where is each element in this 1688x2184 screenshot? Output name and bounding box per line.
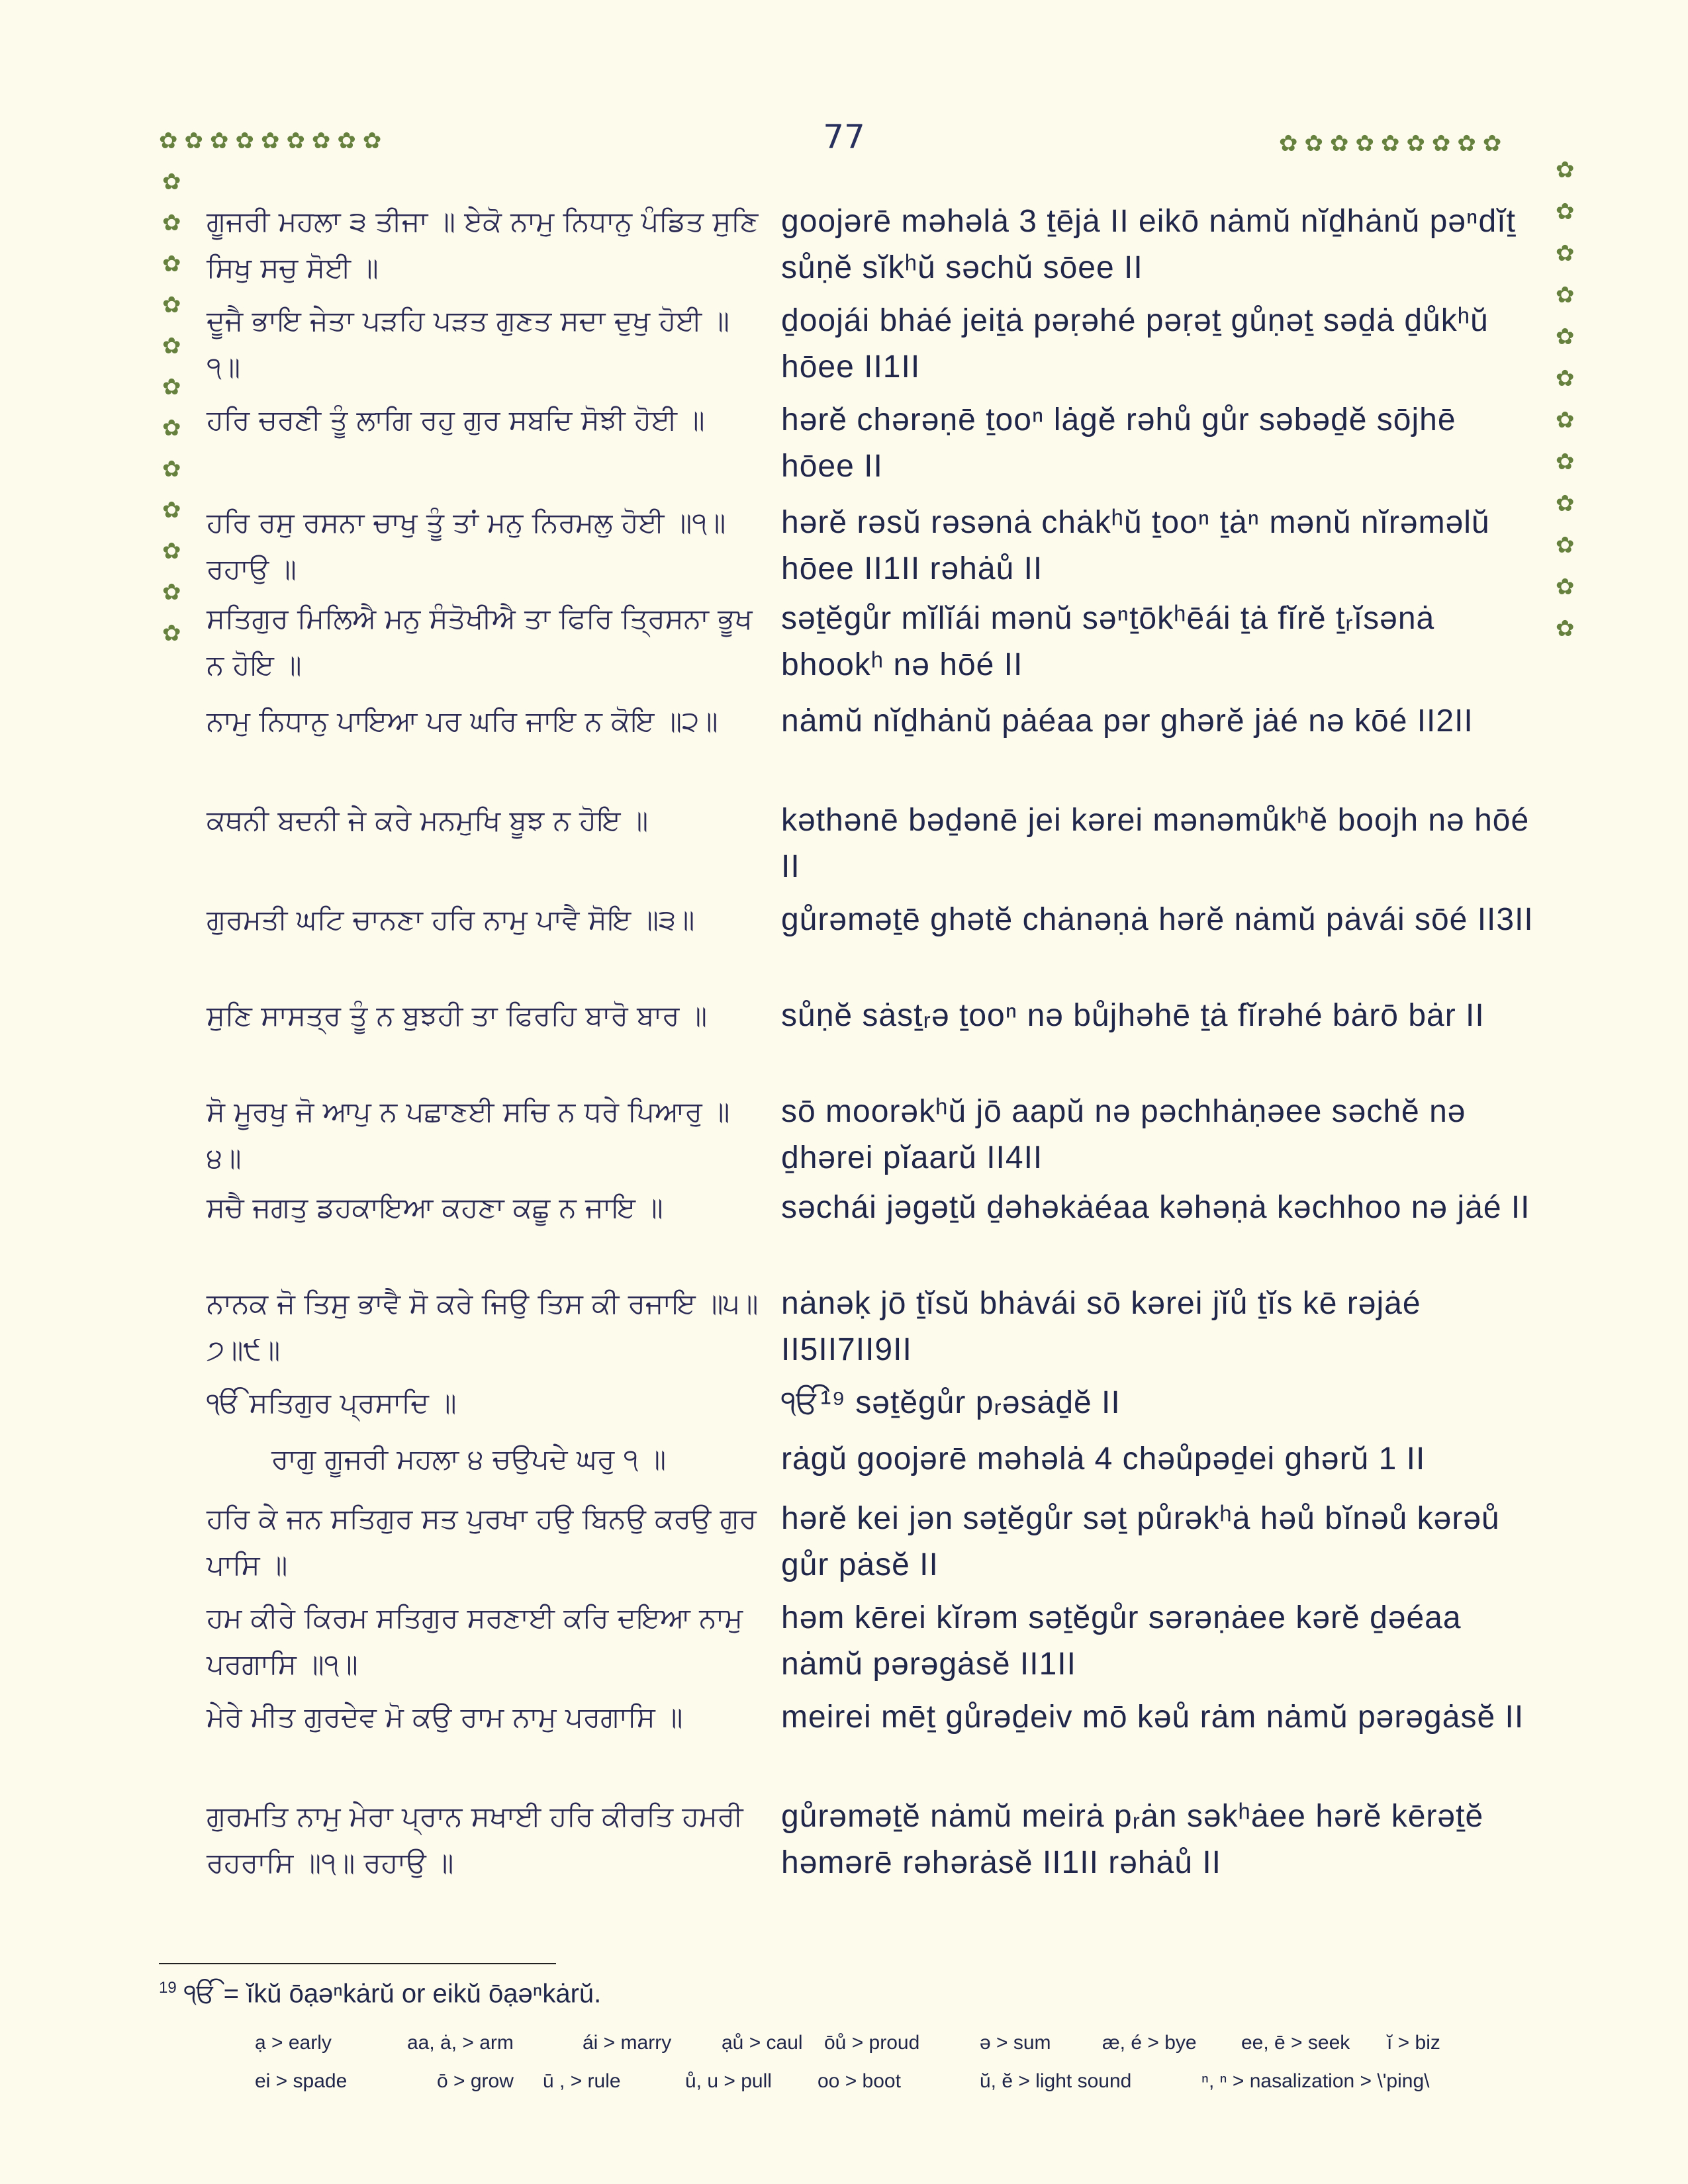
- gurmukhi-text: ਗੁਰਮਤੀ ਘਟਿ ਚਾਨਣਾ ਹਰਿ ਨਾਮੁ ਪਾਵੈ ਸੋਇ ॥੩॥: [207, 903, 695, 936]
- floral-ornament-icon: ✿: [1556, 365, 1575, 392]
- page-number: 77: [823, 118, 865, 156]
- floral-ornament-icon: ✿: [162, 538, 181, 565]
- floral-ornament-icon: ✿: [1556, 199, 1575, 225]
- transliteration-text: gůrəməṯē ghətĕ chȧnəṇȧ hərĕ nȧmŭ pȧvái sōé II3II: [781, 902, 1534, 937]
- transliteration-text: hərĕ rəsŭ rəsənȧ chȧkʰŭ ṯooⁿ ṯȧⁿ mənŭ nĭrəməlŭ hōee II1II rəhȧů II: [781, 505, 1490, 586]
- gurmukhi-text: ਨਾਮੁ ਨਿਧਾਨੁ ਪਾਇਆ ਪਰ ਘਰਿ ਜਾਇ ਨ ਕੋਇ ॥੨॥: [207, 705, 718, 737]
- legend-item: ŭ, ĕ > light sound: [980, 2070, 1132, 2092]
- gurmukhi-text: ਹਰਿ ਕੇ ਜਨ ਸਤਿਗੁਰ ਸਤ ਪੁਰਖਾ ਹਉ ਬਿਨਉ ਕਰਉ ਗੁਰ ਪਾਸਿ ॥: [207, 1502, 757, 1581]
- transliteration-text: ḏoojái bhȧé jeiṯȧ pəṛəhé pəṛəṯ gůṇəṯ səḏȧ ḏůkʰŭ hōee II1II: [781, 303, 1489, 385]
- floral-ornament-icon: ✿: [162, 333, 181, 359]
- transliteration-text: hərĕ chərəṇē ṯooⁿ lȧgĕ rəhů gůr səbəḏĕ sōjhē hōee II: [781, 402, 1456, 484]
- transliteration-text: meirei mēṯ gůrəḏeiv mō kəů rȧm nȧmŭ pərəgȧsĕ II: [781, 1700, 1524, 1735]
- legend-item: æ, é > bye: [1102, 2032, 1197, 2054]
- legend-item: oo > boot: [818, 2070, 901, 2092]
- gurmukhi-text: ਸਚੈ ਜਗਤੁ ਡਹਕਾਇਆ ਕਹਣਾ ਕਛੂ ਨ ਜਾਇ ॥: [207, 1191, 663, 1224]
- footnote-text: ੴ = ĭkŭ ōạəⁿkȧrŭ or eikŭ ōạəⁿkȧrŭ.: [183, 1979, 602, 2009]
- gurmukhi-text: ਸੋ ਮੂਰਖੁ ਜੋ ਆਪੁ ਨ ਪਛਾਣਈ ਸਚਿ ਨ ਧਰੇ ਪਿਆਰੁ ॥੪॥: [207, 1095, 730, 1174]
- footnote: [159, 1979, 601, 2009]
- gurmukhi-text: ਗੂਜਰੀ ਮਹਲਾ ੩ ਤੀਜਾ ॥ ਏਕੋ ਨਾਮੁ ਨਿਧਾਨੁ ਪੰਡਿਤ ਸੁਣਿ ਸਿਖੁ ਸਚੁ ਸੋਈ ॥: [207, 205, 759, 284]
- transliteration-text: rȧgŭ goojərē məhəlȧ 4 chəůpəḏei ghərŭ 1 II: [781, 1441, 1426, 1477]
- transliteration-text: həm kērei kĭrəm səṯĕgůr sərəṇȧee kərĕ ḏəéaa nȧmŭ pərəgȧsĕ II1II: [781, 1600, 1462, 1682]
- legend-item: ů, u > pull: [685, 2070, 772, 2092]
- floral-ornament-icon: ✿: [1556, 532, 1575, 559]
- transliteration-text: goojərē məhəlȧ 3 ṯējȧ II eikō nȧmŭ nĭḏhȧnŭ pəⁿdĭṯ sůṇĕ sĭkʰŭ səchŭ sōee II: [781, 204, 1516, 285]
- floral-ornament-icon: ✿: [1556, 157, 1575, 183]
- floral-ornament-icon: ✿: [162, 210, 181, 236]
- floral-ornament-icon: ✿: [162, 579, 181, 606]
- legend-item: ee, ē > seek: [1241, 2032, 1350, 2054]
- transliteration-text: səṯĕgůr mĭlĭái mənŭ səⁿṯōkʰēái ṯȧ fĭrĕ ṯᵣĭsənȧ bhookʰ nə hōé II: [781, 601, 1435, 682]
- floral-ornament-icon: ✿: [1556, 324, 1575, 350]
- transliteration-text: ੴ¹⁹ səṯĕgůr pᵣəsȧḏĕ II: [781, 1385, 1121, 1420]
- legend-item: ə > sum: [980, 2032, 1051, 2054]
- gurmukhi-text: ਹਮ ਕੀਰੇ ਕਿਰਮ ਸਤਿਗੁਰ ਸਰਣਾਈ ਕਰਿ ਦਇਆ ਨਾਮੁ ਪਰਗਾਸਿ ॥੧॥: [207, 1602, 743, 1680]
- border-top-right-ornaments: ✿✿✿✿✿✿✿✿✿: [1279, 130, 1509, 157]
- floral-ornament-icon: ✿: [1556, 240, 1575, 267]
- legend-item: ạ > early: [255, 2032, 332, 2054]
- transliteration-text: nȧmŭ nĭḏhȧnŭ pȧéaa pər ghərĕ jȧé nə kōé II2II: [781, 704, 1474, 739]
- gurmukhi-text: ਸੁਣਿ ਸਾਸਤ੍ਰ ਤੂੰ ਨ ਬੁਝਹੀ ਤਾ ਫਿਰਹਿ ਬਾਰੋ ਬਾਰ ॥: [207, 999, 708, 1032]
- floral-ornament-icon: ✿: [162, 169, 181, 195]
- legend-item: ạů > caul: [722, 2032, 803, 2054]
- border-top-left-ornaments: ✿✿✿✿✿✿✿✿✿: [159, 128, 389, 154]
- floral-ornament-icon: ✿: [1556, 282, 1575, 308]
- transliteration-text: hərĕ kei jən səṯĕgůr səṯ půrəkʰȧ həů bĭnəů kərəů gůr pȧsĕ II: [781, 1501, 1500, 1582]
- footnote-divider: [159, 1963, 556, 1964]
- gurmukhi-text: ਰਾਗੁ ਗੂਜਰੀ ਮਹਲਾ ੪ ਚਉਪਦੇ ਘਰੁ ੧ ॥: [271, 1443, 667, 1475]
- floral-ornament-icon: ✿: [1556, 407, 1575, 433]
- transliteration-text: kəthənē bəḏənē jei kərei mənəmůkʰĕ boojh nə hōé II: [781, 803, 1530, 884]
- legend-item: ái > marry: [583, 2032, 672, 2054]
- floral-ornament-icon: ✿: [1556, 490, 1575, 517]
- legend-item: ĭ > biz: [1387, 2032, 1440, 2054]
- gurmukhi-text: ਨਾਨਕ ਜੋ ਤਿਸੁ ਭਾਵੈ ਸੋ ਕਰੇ ਜਿਉ ਤਿਸ ਕੀ ਰਜਾਇ ॥੫॥੭॥੯॥: [207, 1287, 759, 1366]
- border-left-ornaments: [162, 171, 181, 645]
- border-right-ornaments: [1556, 159, 1575, 640]
- floral-ornament-icon: ✿: [162, 456, 181, 482]
- floral-ornament-icon: ✿: [1556, 449, 1575, 475]
- gurmukhi-text: ਕਥਨੀ ਬਦਨੀ ਜੇ ਕਰੇ ਮਨਮੁਖਿ ਬੂਝ ਨ ਹੋਇ ॥: [207, 804, 649, 837]
- legend-item: ei > spade: [255, 2070, 348, 2092]
- legend-item: ū , > rule: [543, 2070, 621, 2092]
- floral-ornament-icon: ✿: [1556, 615, 1575, 642]
- floral-ornament-icon: ✿: [162, 292, 181, 318]
- floral-ornament-icon: ✿: [162, 620, 181, 647]
- floral-ornament-icon: ✿: [162, 497, 181, 523]
- transliteration-text: sůṇĕ sȧsṯᵣə ṯooⁿ nə bůjhəhē ṯȧ fĭrəhé bȧrō bȧr II: [781, 998, 1485, 1033]
- floral-ornament-icon: ✿: [162, 415, 181, 441]
- gurmukhi-text: ਹਰਿ ਰਸੁ ਰਸਨਾ ਚਾਖੁ ਤੂੰ ਤਾਂ ਮਨੁ ਨਿਰਮਲੁ ਹੋਈ ॥੧॥ ਰਹਾਉ ॥: [207, 506, 726, 585]
- gurmukhi-text: ਹਰਿ ਚਰਣੀ ਤੂੰ ਲਾਗਿ ਰਹੁ ਗੁਰ ਸਬਦਿ ਸੋਝੀ ਹੋਈ ॥: [207, 404, 705, 436]
- legend-item: ō > grow: [437, 2070, 514, 2092]
- footnote-number: 19: [159, 1979, 177, 1997]
- gurmukhi-text: ਦੂਜੈ ਭਾਇ ਜੇਤਾ ਪੜਹਿ ਪੜਤ ਗੁਣਤ ਸਦਾ ਦੁਖੁ ਹੋਈ ॥੧॥: [207, 304, 729, 383]
- gurmukhi-text: ਸਤਿਗੁਰ ਮਿਲਿਐ ਮਨੁ ਸੰਤੋਖੀਐ ਤਾ ਫਿਰਿ ਤ੍ਰਿਸਨਾ ਭੂਖ ਨ ਹੋਇ ॥: [207, 602, 753, 681]
- legend-item: ⁿ, ⁿ > nasalization > \'ping\: [1201, 2070, 1430, 2092]
- gurmukhi-text: ਗੁਰਮਤਿ ਨਾਮੁ ਮੇਰਾ ਪ੍ਰਾਨ ਸਖਾਈ ਹਰਿ ਕੀਰਤਿ ਹਮਰੀ ਰਹਰਾਸਿ ॥੧॥ ਰਹਾਉ ॥: [207, 1800, 743, 1879]
- transliteration-text: gůrəməṯĕ nȧmŭ meirȧ pᵣȧn səkʰȧee hərĕ kērəṯĕ həmərē rəhərȧsĕ II1II rəhȧů II: [781, 1799, 1484, 1880]
- transliteration-text: sō moorəkʰŭ jō aapŭ nə pəchhȧṇəee səchĕ nə ḏhərei pĭaarŭ II4II: [781, 1094, 1466, 1175]
- legend-item: ōů > proud: [824, 2032, 920, 2054]
- floral-ornament-icon: ✿: [162, 251, 181, 277]
- transliteration-text: səchái jəgəṯŭ ḏəhəkȧéaa kəhəṇȧ kəchhoo nə jȧé II: [781, 1190, 1530, 1225]
- legend-item: aa, ȧ, > arm: [407, 2032, 514, 2054]
- gurmukhi-text: ਮੇਰੇ ਮੀਤ ਗੁਰਦੇਵ ਮੋ ਕਉ ਰਾਮ ਨਾਮੁ ਪਰਗਾਸਿ ॥: [207, 1701, 683, 1733]
- floral-ornament-icon: ✿: [162, 374, 181, 400]
- gurmukhi-text: ੴ ਸਤਿਗੁਰ ਪ੍ਰਸਾਦਿ ॥: [207, 1387, 457, 1419]
- floral-ornament-icon: ✿: [1556, 574, 1575, 600]
- transliteration-text: nȧnəḳ jō ṯĭsŭ bhȧvái sō kərei jĭů ṯĭs kē rəjȧé II5II7II9II: [781, 1286, 1421, 1367]
